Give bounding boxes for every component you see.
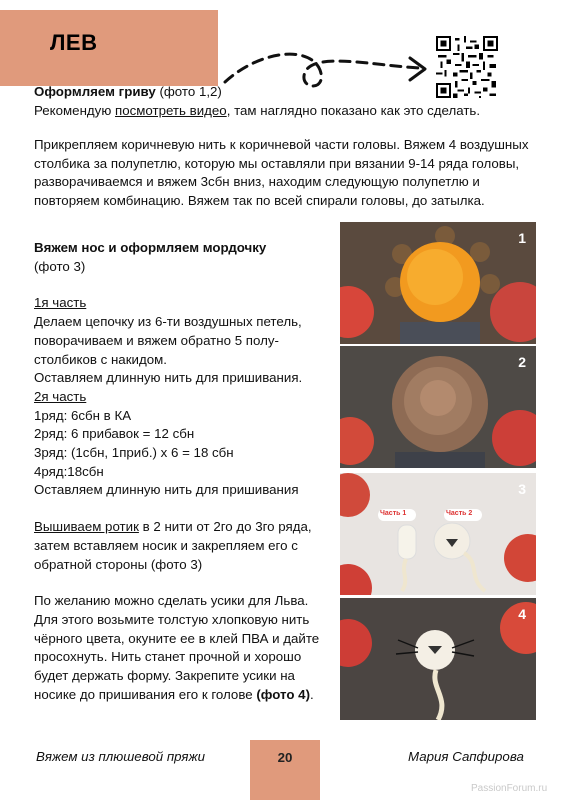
photo-2: [340, 346, 536, 468]
row-2: 2ряд: 6 прибавок = 12 сбн: [34, 426, 195, 442]
mouth-text: в 2 нити от 2го до 3го ряда, затем вставляем носик и закрепляем его с обратной стороны (фото 3): [34, 519, 312, 572]
whiskers-photo-ref: (фото 4): [256, 686, 310, 702]
header-block: [0, 10, 218, 86]
part1-text: Делаем цепочку из 6-ти воздушных петель, поворачиваем и вяжем обратно 5 полу-столбиков с накидом.: [34, 314, 302, 367]
row-4: 4ряд:18сбн: [34, 463, 104, 479]
part-1-label: Часть 1: [380, 510, 407, 517]
part2-note: Оставляем длинную нить для пришивания: [34, 482, 299, 498]
part1-note: Оставляем длинную нить для пришивания.: [34, 370, 303, 386]
part1-heading: 1я часть: [34, 295, 87, 311]
section2-title-suffix: (фото 3): [34, 258, 86, 274]
part-2-label: Часть 2: [446, 510, 473, 517]
photo-4-number: 4: [518, 606, 526, 622]
section1-video-line: [34, 102, 534, 121]
footer-author: Мария Сапфирова: [408, 749, 524, 764]
page-number: 20: [277, 750, 293, 765]
photo-1: [340, 222, 536, 344]
watermark: PassionForum.ru: [471, 783, 548, 794]
section1-paragraph: Прикрепляем коричневую нить к коричневой части головы. Вяжем 4 воздушных столбика за полупетлю, которую мы оставляли при вязании 9-14 ряда головы, разворачиваемся и вяжем 3сбн вниз, находим следующую полупетлю и повторяем комбинацию. Вяжем так по всей спирали головы, до затылка.: [34, 137, 529, 209]
section1-title-line: [34, 83, 534, 102]
video-line-pre: Рекомендую: [34, 102, 115, 118]
whiskers-text: По желанию можно сделать усики для Льва. Для этого возьмите толстую хлопковую нить чёрного цвета, окуните ее в клей ПВА и дайте просохнуть. Нить станет прочной и хорошо будет держать форму. Закрепите усики на носике до пришивания его к голове: [34, 593, 320, 702]
whiskers-end: .: [310, 686, 314, 702]
photo-1-number: 1: [518, 230, 526, 246]
whiskers-paragraph: [34, 592, 334, 704]
mouth-link: Вышиваем ротик: [34, 519, 139, 535]
video-line-post: , там наглядно показано как это сделать.: [226, 102, 481, 118]
photo-3: [340, 473, 536, 595]
section1-title: Оформляем гриву: [34, 84, 156, 99]
section2-title: Вяжем нос и оформляем мордочку: [34, 240, 267, 255]
part2-heading: 2я часть: [34, 388, 87, 404]
photo-2-number: 2: [518, 354, 526, 370]
section2-column: [34, 239, 334, 704]
section1-title-suffix: (фото 1,2): [155, 84, 222, 99]
row-3: 3ряд: (1сбн, 1приб.) х 6 = 18 сбн: [34, 445, 234, 461]
footer-book-title: Вяжем из плюшевой пряжи: [36, 749, 206, 764]
section1-intro: [34, 83, 534, 120]
page-title: ЛЕВ: [50, 30, 98, 55]
page-number-box: [250, 740, 320, 800]
photo-3-number: 3: [518, 481, 526, 497]
row-1: 1ряд: 6сбн в КА: [34, 407, 132, 423]
photo-4: [340, 598, 536, 720]
watch-video-link[interactable]: посмотреть видео: [115, 102, 227, 118]
mouth-paragraph: [34, 518, 334, 574]
